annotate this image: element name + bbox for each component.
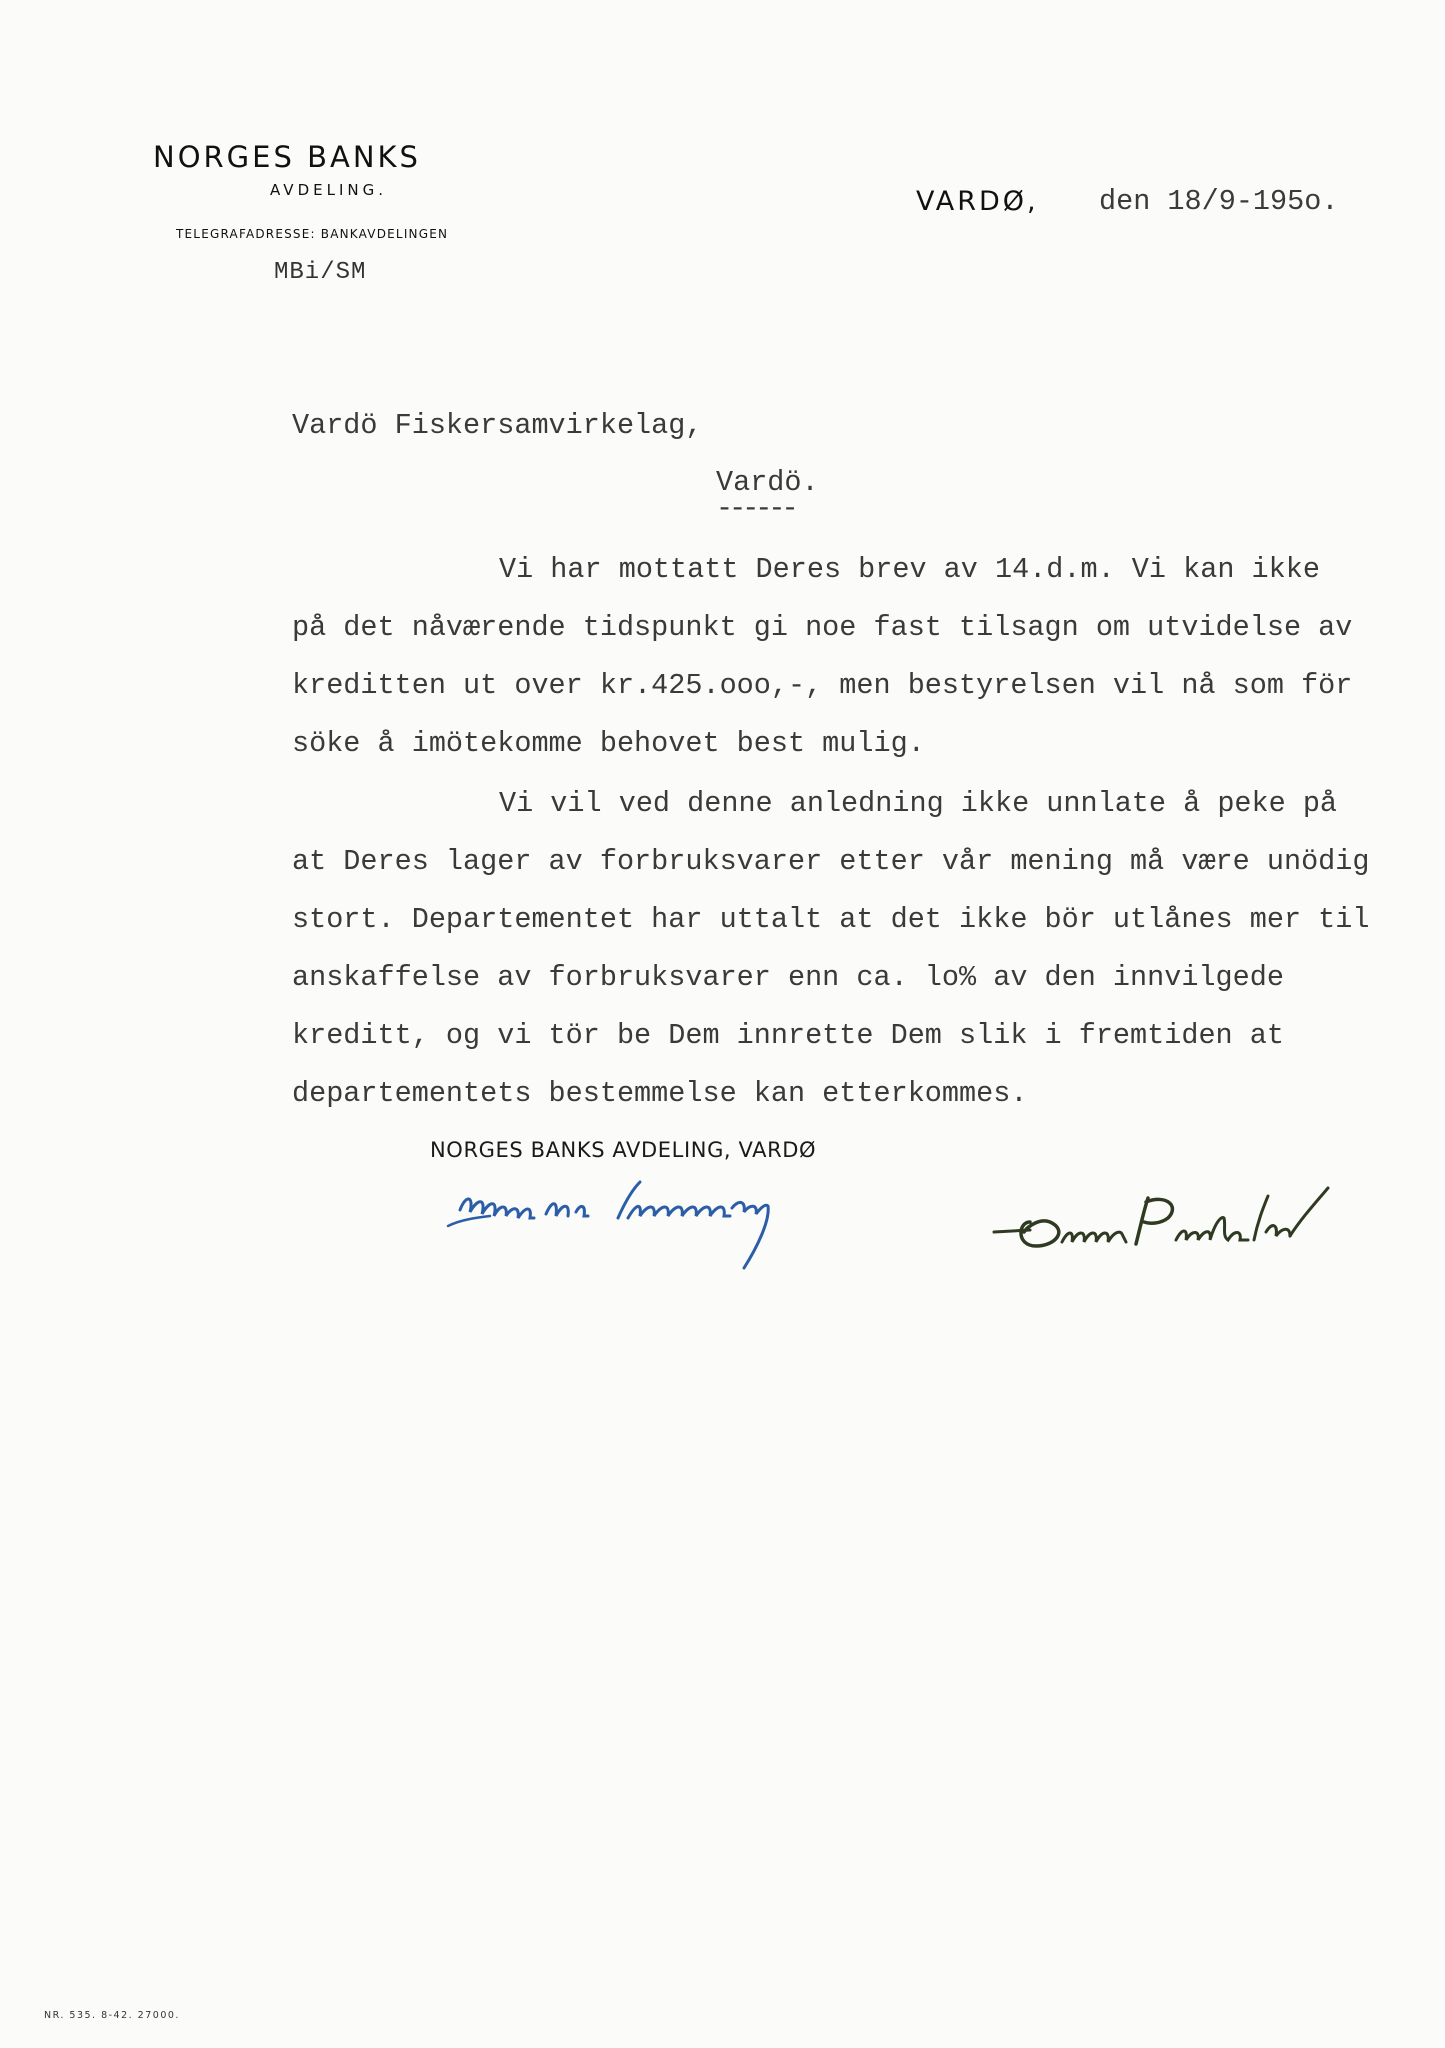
letterhead-division: AVDELING. [270, 181, 387, 199]
recipient-city: Vardö. [716, 466, 819, 499]
body-line: stort. Departementet har uttalt at det ikke bör utlånes mer til [292, 903, 1370, 936]
letterhead-bank-name: NORGES BANKS [153, 140, 421, 174]
body-line: at Deres lager av forbruksvarer etter vår mening må være unödig [292, 845, 1370, 878]
letterhead-telegraph-address: TELEGRAFADRESSE: BANKAVDELINGEN [176, 227, 449, 241]
signature-stamp: NORGES BANKS AVDELING, VARDØ [430, 1138, 817, 1162]
body-line: Vi vil ved denne anledning ikke unnlate å peke på [499, 787, 1338, 820]
body-line: kreditt, og vi tör be Dem innrette Dem slik i fremtiden at [292, 1019, 1284, 1052]
letter-date: den 18/9-195o. [1099, 185, 1339, 218]
body-line: anskaffelse av forbruksvarer enn ca. lo% av den innvilgede [292, 961, 1284, 994]
place-name: VARDØ, [916, 186, 1039, 217]
signature-dark-image [990, 1180, 1380, 1300]
signature-blue-image [440, 1160, 960, 1280]
body-line: kreditten ut over kr.425.ooo,-, men bestyrelsen vil nå som för [292, 669, 1353, 702]
reference-initials: MBi/SM [274, 259, 367, 286]
form-print-code: NR. 535. 8-42. 27000. [44, 2010, 180, 2021]
recipient-name: Vardö Fiskersamvirkelag, [292, 409, 703, 442]
body-line: söke å imötekomme behovet best mulig. [292, 727, 925, 760]
recipient-city-underline: ------ [716, 492, 795, 525]
body-line: Vi har mottatt Deres brev av 14.d.m. Vi kan ikke [499, 553, 1320, 586]
body-line: på det nåværende tidspunkt gi noe fast tilsagn om utvidelse av [292, 611, 1353, 644]
body-line: departementets bestemmelse kan etterkommes. [292, 1077, 1028, 1110]
